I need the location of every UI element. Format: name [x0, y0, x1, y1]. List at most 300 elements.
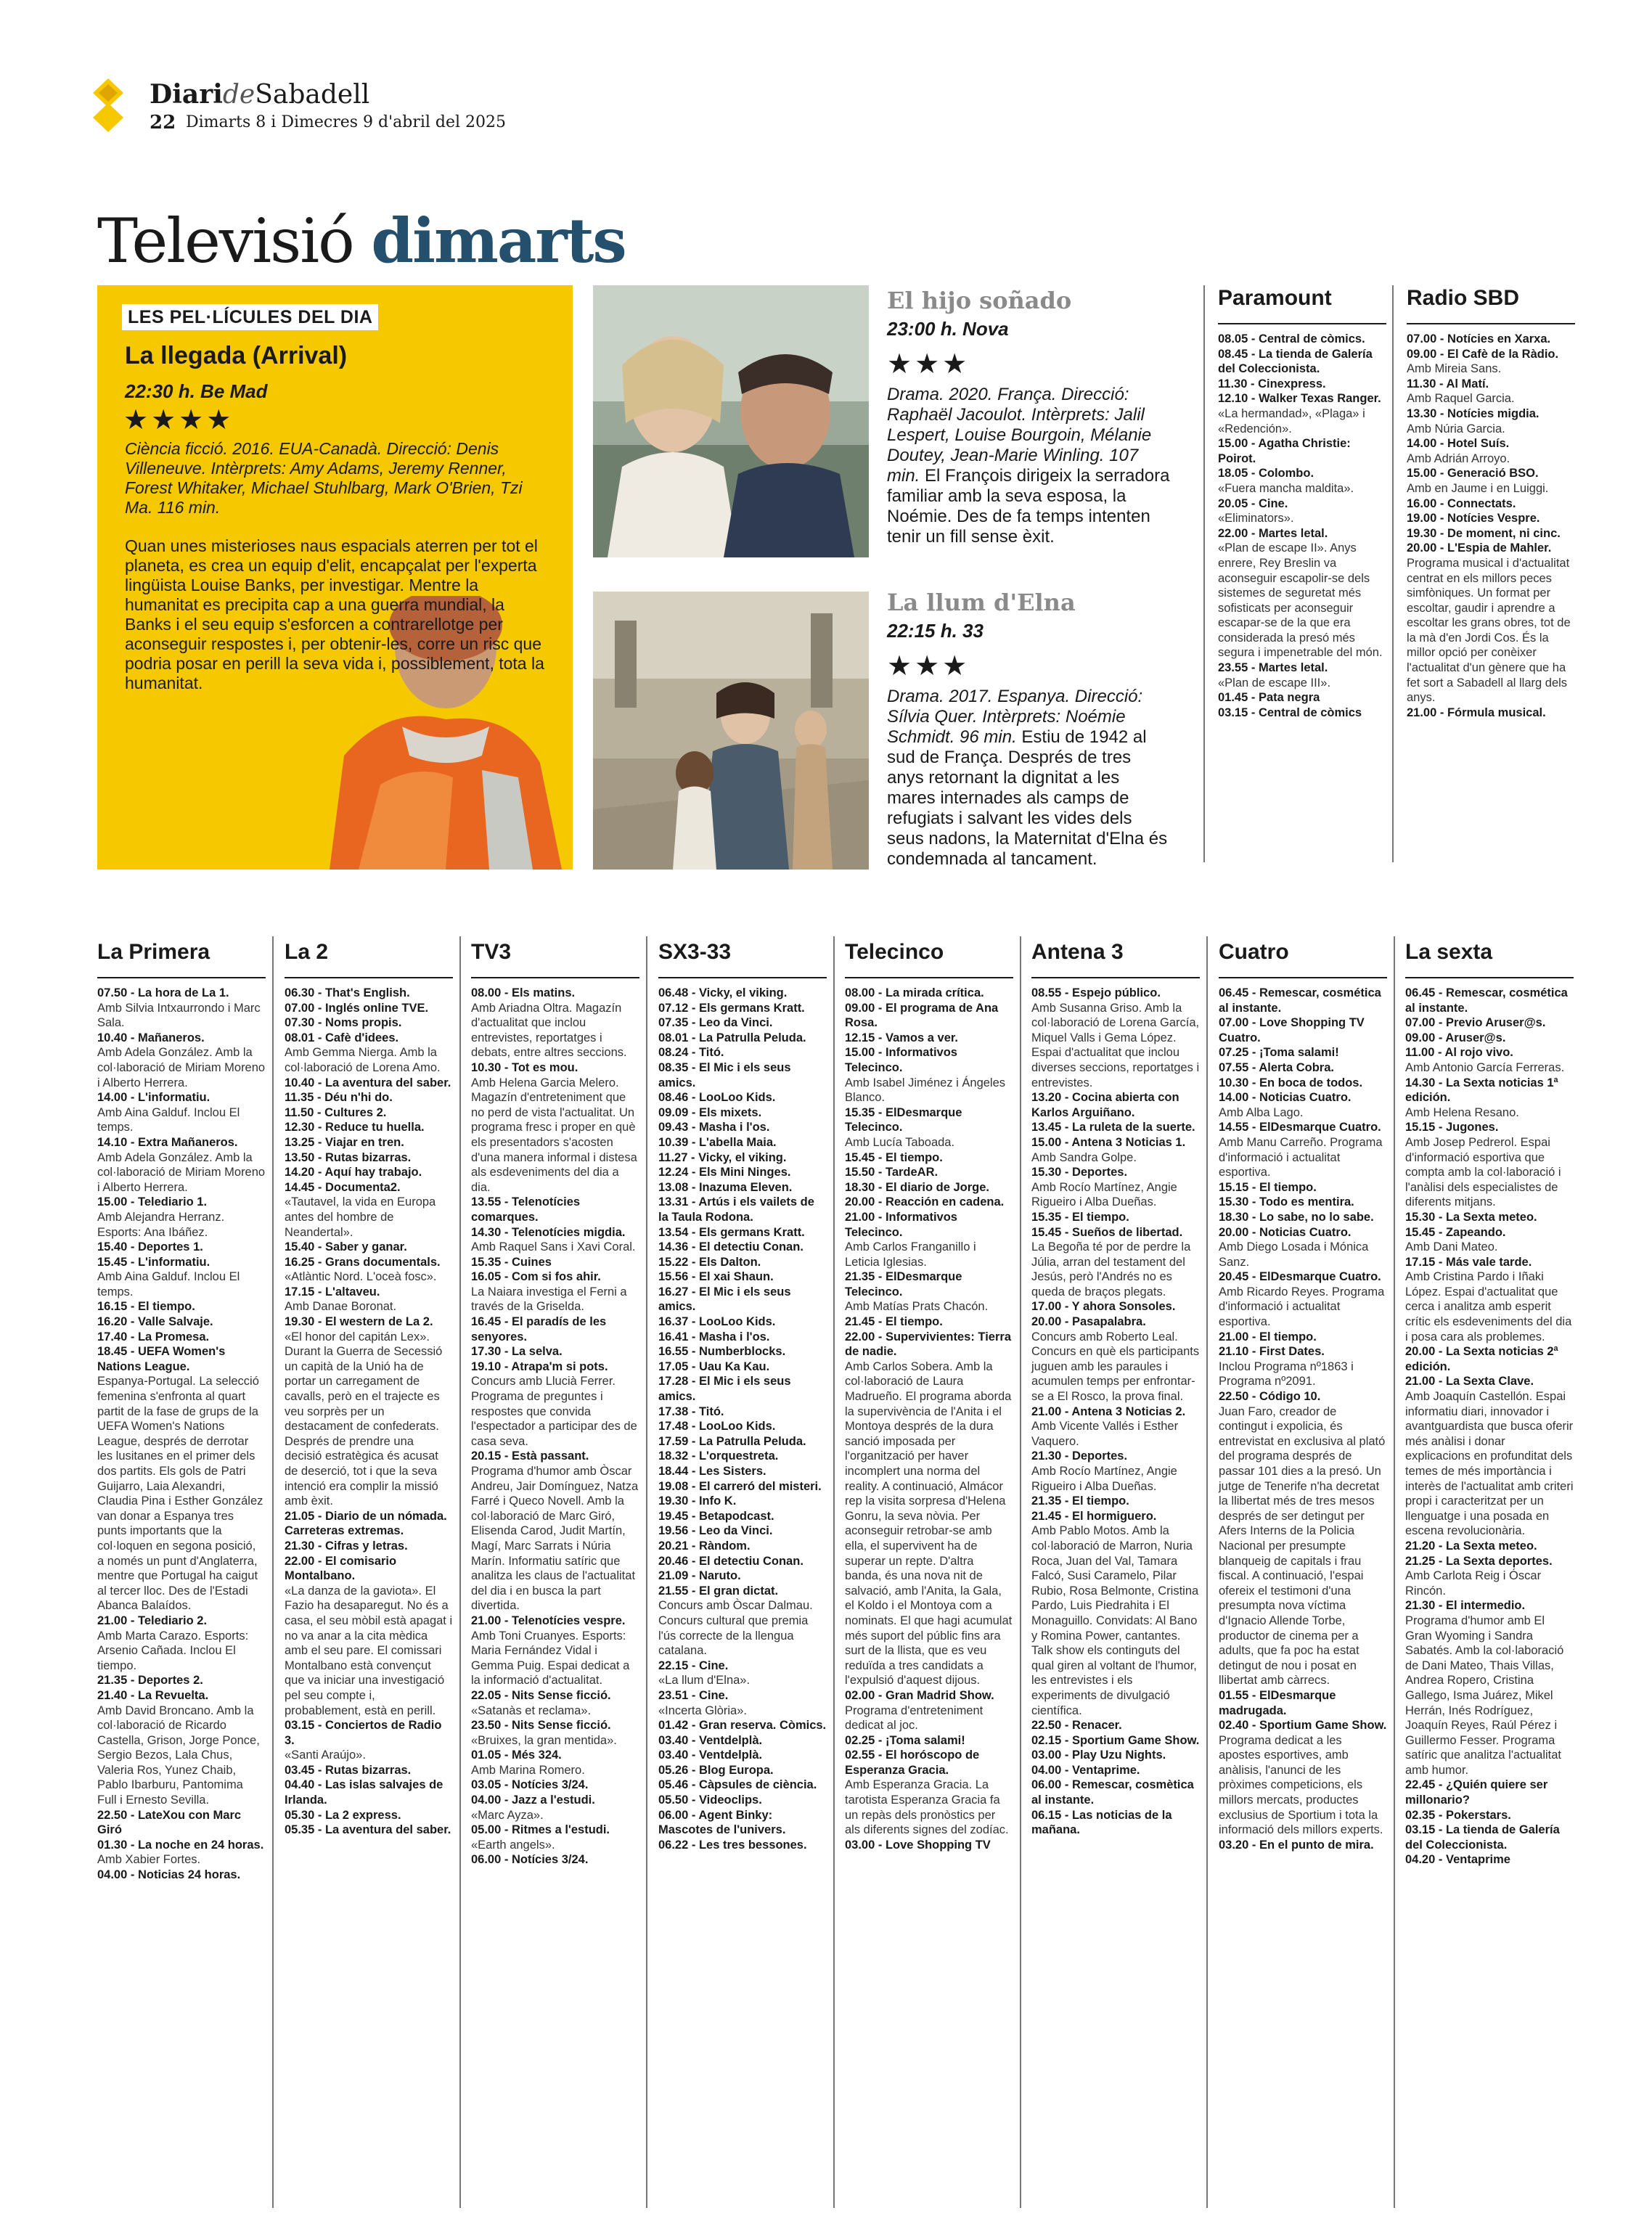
schedule-item: 22.15 - Cine. «La llum d'Elna».	[658, 1659, 827, 1688]
schedule-time: 15.50	[845, 1166, 875, 1179]
schedule-time: 17.40	[97, 1330, 128, 1343]
section-badge: LES PEL·LÍCULES DEL DIA	[122, 304, 378, 330]
film-title: La llegada (Arrival)	[125, 342, 348, 369]
schedule-item: 21.55 - El gran dictat. Concurs amb Òscar Dalmau. Concurs cultural que premia l'ús correcte de la llengua catalana.	[658, 1584, 827, 1659]
schedule-item: 03.00 - Love Shopping TV	[845, 1838, 991, 1852]
schedule-item: 18.30 - Lo sabe, no lo sabe.	[1219, 1210, 1374, 1224]
program-description: Amb Antonio García Ferreras.	[1405, 1060, 1565, 1074]
program-description: Amb Silvia Intxaurrondo i Marc Sala.	[97, 1001, 261, 1030]
schedule-time: 15.45	[1031, 1225, 1062, 1239]
column-divider	[1203, 285, 1205, 862]
schedule-time: 14.00	[1219, 1091, 1249, 1105]
program-title: El tiempo.	[1259, 1330, 1317, 1343]
schedule-item: 13.20 - Cocina abierta con Karlos Arguiñano.	[1031, 1091, 1179, 1119]
schedule-item: 05.46 - Càpsules de ciència.	[658, 1778, 817, 1792]
program-description: Espanya-Portugal. La selecció femenina s'enfronta al quart partit de la fase de grups de la UEFA Women's Nations League, després de derrotar les lusitanes en el primer dels dos partits. Els gols de Patri Guijarro, Laia Alexandri, Claudia Pina i Esther González van donar a Espanya tres punts importants que la col·loquen en segona posició, a només un punt d'Anglaterra, mentre que Portugal ha caigut al tercer lloc. Des de l'Estadi Abanca Balaídos.	[97, 1375, 263, 1613]
schedule-item: 19.30 - Info K.	[658, 1494, 737, 1508]
program-title: La Patrulla Peluda.	[698, 1031, 806, 1044]
schedule-list	[1407, 332, 1575, 720]
program-description: Amb Adela González. Amb la col·laboració de Miriam Moreno i Alberto Herrera.	[97, 1150, 266, 1194]
program-title: Al rojo vivo.	[1444, 1046, 1513, 1060]
schedule-time: 15.56	[658, 1270, 689, 1284]
channel-name: Cuatro	[1219, 940, 1289, 964]
program-title: Aruser@s.	[1445, 1031, 1506, 1044]
program-description: Amb Danae Boronat.	[285, 1300, 397, 1314]
schedule-time: 03.45	[285, 1763, 315, 1777]
schedule-list	[1219, 986, 1387, 1852]
program-title: Documenta2.	[324, 1180, 401, 1194]
schedule-time: 11.27	[658, 1150, 688, 1164]
program-title: Deportes 2.	[137, 1674, 203, 1688]
program-title: El Mic i els seus amics.	[658, 1375, 791, 1404]
program-title: El paradís de les senyores.	[471, 1315, 607, 1343]
schedule-time: 03.40	[658, 1749, 689, 1762]
program-description: «Santi Araújo».	[285, 1749, 366, 1762]
program-title: La ruleta de la suerte.	[1071, 1121, 1195, 1134]
program-description: «Marc Ayza».	[471, 1808, 544, 1822]
schedule-time: 21.35	[97, 1674, 128, 1688]
schedule-time: 21.00	[1407, 705, 1437, 719]
film-la-llum-d-elna	[887, 588, 1170, 870]
schedule-item: 15.40 - Deportes 1.	[97, 1240, 203, 1254]
program-title: La Promesa.	[137, 1330, 210, 1343]
program-description: Amb Diego Losada i Mónica Sanz.	[1219, 1240, 1369, 1269]
schedule-item: 02.40 - Sportium Game Show. Programa dedicat a les apostes esportives, amb anàlisis, l'anunci de les pròximes competicions, els millors mercats, productes exclusius de Sportium i tota la informació dels millors experts.	[1219, 1719, 1387, 1837]
schedule-time: 09.00	[1405, 1031, 1436, 1044]
program-description: «La hermandad», «Plaga» i «Redención».	[1218, 406, 1365, 435]
program-description: Programa d'entreteniment dedicat al joc.	[845, 1704, 984, 1733]
schedule-item: 18.32 - L'orquestreta.	[658, 1449, 779, 1463]
schedule-item: 08.35 - El Mic i els seus amics.	[658, 1060, 791, 1089]
schedule-item: 16.45 - El paradís de les senyores.	[471, 1315, 607, 1343]
program-title: Els matins.	[511, 986, 576, 999]
program-title: L'informatiu.	[137, 1255, 210, 1269]
program-title: Noticias Cuatro.	[1259, 1225, 1352, 1239]
program-title: El diario de Jorge.	[885, 1180, 990, 1194]
program-description: «Eliminators».	[1218, 512, 1294, 525]
program-title: Els Mini Ninges.	[698, 1166, 791, 1179]
schedule-item: 16.05 - Com si fos ahir. La Naiara investiga el Ferni a través de la Griselda.	[471, 1269, 639, 1314]
schedule-time: 05.30	[285, 1808, 315, 1822]
schedule-time: 12.15	[845, 1031, 875, 1044]
program-title: Blog Europa.	[698, 1763, 774, 1777]
program-description: Amb Rocío Martínez, Angie Rigueiro i Alba Dueñas.	[1031, 1180, 1177, 1209]
schedule-time: 19.00	[1407, 512, 1437, 525]
program-title: Telenotícies migdia.	[511, 1225, 626, 1239]
program-title: Renacer.	[1071, 1719, 1122, 1733]
schedule-time: 04.00	[97, 1868, 128, 1882]
program-title: La noche en 24 horas.	[137, 1838, 264, 1852]
schedule-time: 06.30	[285, 986, 315, 999]
schedule-item: 01.42 - Gran reserva. Còmics.	[658, 1719, 827, 1733]
program-description: «Tautavel, la vida en Europa antes del hombre de Neandertal».	[285, 1195, 436, 1239]
schedule-item: 06.48 - Vicky, el viking.	[658, 986, 788, 999]
program-title: Ventaprime.	[1071, 1763, 1140, 1777]
schedule-item: 15.00 - Informativos Telecinco. Amb Isabel Jiménez i Ángeles Blanco.	[845, 1045, 1013, 1105]
program-title: Notícies Vespre.	[1447, 512, 1540, 525]
schedule-time: 17.30	[471, 1345, 502, 1359]
schedule-time: 15.22	[658, 1255, 689, 1269]
schedule-item: 21.30 - El intermedio. Programa d'humor amb El Gran Wyoming i Sandra Sabatés. Amb la col·laboració de Dani Mateo, Thais Villas, Andrea Ropero, Cristina Gallego, Isma Juárez, Mikel Herrán, Inés Rodríguez, Joaquín Reyes, Raúl Pérez i Guillermo Fesser. Programa satíric que analitza l'actualitat amb humor.	[1405, 1598, 1574, 1778]
schedule-time: 21.35	[1031, 1494, 1062, 1508]
schedule-time: 15.30	[1405, 1210, 1436, 1224]
program-title: Els germans Kratt.	[698, 1225, 805, 1239]
schedule-time: 03.00	[845, 1838, 875, 1852]
schedule-item: 08.01 - Cafè d'idees. Amb Gemma Nierga. Amb la col·laboració de Lorena Amo.	[285, 1031, 453, 1076]
schedule-time: 21.45	[845, 1315, 875, 1329]
program-title: Love Shopping TV Cuatro.	[1219, 1016, 1365, 1044]
program-title: ¿Quién quiere ser millonario?	[1405, 1778, 1548, 1807]
film-time: 22:15 h. 33	[887, 620, 984, 642]
channel-rule	[285, 977, 453, 978]
program-title: Martes letal.	[1258, 661, 1328, 675]
schedule-time: 19.56	[658, 1524, 689, 1538]
schedule-item: 15.45 - L'informatiu. Amb Aina Galduf. Inclou El temps.	[97, 1255, 266, 1300]
schedule-time: 15.45	[97, 1255, 128, 1269]
program-title: El carreró del misteri.	[698, 1479, 822, 1493]
schedule-item: 14.00 - Hotel Suís. Amb Adrián Arroyo.	[1407, 436, 1575, 466]
program-title: Notícies migdia.	[1447, 406, 1539, 420]
schedule-item: 23.55 - Martes letal. «Plan de escape III».	[1218, 660, 1386, 690]
program-title: Telediario 2.	[137, 1614, 208, 1627]
schedule-time: 22.45	[1405, 1778, 1436, 1792]
schedule-item: 16.37 - LooLoo Kids.	[658, 1315, 776, 1329]
schedule-item: 15.40 - Saber y ganar.	[285, 1240, 407, 1254]
program-description: Concurs amb Roberto Leal. Concurs en què els participants juguen amb les paraules i acumulen temps per enfrontar-se a El Rosco, la prova final.	[1031, 1330, 1200, 1404]
schedule-item: 21.05 - Diario de un nómada. Carreteras extremas.	[285, 1509, 447, 1538]
schedule-item: 21.10 - First Dates. Inclou Programa nº1863 i Programa nº2091.	[1219, 1344, 1387, 1389]
program-description: Amb Adela González. Amb la col·laboració de Miriam Moreno i Alberto Herrera.	[97, 1046, 266, 1089]
schedule-time: 15.35	[1031, 1210, 1062, 1224]
program-title: Central de còmics.	[1258, 332, 1365, 345]
schedule-list	[285, 986, 453, 1838]
schedule-item: 09.09 - Els mixets.	[658, 1105, 762, 1119]
program-title: Noms propis.	[324, 1016, 402, 1030]
schedule-item: 14.30 - Telenotícies migdia. Amb Raquel Sans i Xavi Coral.	[471, 1225, 639, 1255]
column-divider	[646, 936, 647, 2208]
channel-rule	[845, 977, 1013, 978]
schedule-time: 02.40	[1219, 1719, 1249, 1733]
schedule-time: 07.50	[97, 986, 128, 999]
schedule-time: 17.28	[658, 1375, 689, 1388]
schedule-item: 07.00 - Love Shopping TV Cuatro.	[1219, 1016, 1365, 1044]
program-title: Código 10.	[1259, 1390, 1321, 1404]
schedule-item: 15.00 - Telediario 1. Amb Alejandra Herranz. Esports: Ana Ibáñez.	[97, 1195, 266, 1240]
program-description: «Atlàntic Nord. L'oceà fosc».	[285, 1270, 437, 1284]
program-description: Amb Carlos Franganillo i Leticia Iglesias.	[845, 1240, 976, 1269]
program-title: La tienda de Galería del Coleccionista.	[1405, 1823, 1560, 1852]
program-title: Telenotícies vespre.	[511, 1614, 626, 1627]
program-title: Telenotícies comarques.	[471, 1195, 581, 1224]
schedule-time: 23.55	[1218, 661, 1248, 675]
program-title: L'informatiu.	[137, 1091, 210, 1105]
program-title: El tiempo.	[885, 1150, 943, 1164]
schedule-item: 01.45 - Pata negra	[1218, 691, 1320, 705]
program-title: Telediario 1.	[137, 1195, 208, 1209]
schedule-item: 06.00 - Notícies 3/24.	[471, 1853, 589, 1867]
program-title: Els germans Kratt.	[698, 1001, 805, 1015]
program-title: Les tres bessones.	[698, 1838, 807, 1852]
schedule-time: 14.20	[285, 1166, 315, 1179]
schedule-item: 07.00 - Inglés online TVE.	[285, 1001, 429, 1015]
program-description: Amb Xabier Fortes.	[97, 1853, 201, 1867]
schedule-list	[1031, 986, 1200, 1838]
program-title: Y ahora Sonsoles.	[1071, 1300, 1176, 1314]
schedule-time: 21.40	[97, 1688, 128, 1702]
program-title: L'Espia de Mahler.	[1447, 541, 1552, 555]
schedule-item: 23.51 - Cine. «Incerta Glòria».	[658, 1688, 827, 1718]
schedule-item: 17.15 - L'altaveu. Amb Danae Boronat.	[285, 1285, 453, 1314]
program-title: El tiempo.	[885, 1315, 943, 1329]
program-title: Valle Salvaje.	[137, 1315, 213, 1329]
schedule-item: 09.00 - Aruser@s.	[1405, 1031, 1506, 1044]
program-title: Connectats.	[1447, 496, 1516, 510]
program-title: Vicky, el viking.	[698, 1150, 787, 1164]
program-description: Programa d'humor amb Òscar Andreu, Jair Domínguez, Natza Farré i Queco Novell. Amb la col·laboració de Marc Giró, Elisenda Carod, Judit Martín, Magí, Marc Sarrats i Núria Marín. Informatiu satíric que analitza les claus de l'actualitat del dia i en busca la part divertida.	[471, 1465, 639, 1613]
schedule-time: 13.31	[658, 1195, 689, 1209]
schedule-time: 15.15	[1219, 1180, 1249, 1194]
program-title: ElDesmarque Telecinco.	[845, 1105, 962, 1134]
program-description: «El honor del capitán Lex». Durant la Guerra de Secessió un capità de la Unió ha de portar un carregament de cavalls, però en el trajecte es veu sorprès per un destacament de confederats. Després de prendre una decisió estratègica és acusat de deserció, tot i que la seva intenció era complir la missió amb èxit.	[285, 1330, 443, 1508]
schedule-time: 15.45	[845, 1150, 875, 1164]
schedule-time: 03.00	[1031, 1749, 1062, 1762]
program-title: Els Dalton.	[698, 1255, 761, 1269]
program-title: Jazz a l'estudi.	[511, 1794, 595, 1807]
program-title: Martes letal.	[1258, 526, 1328, 540]
schedule-item: 07.00 - Notícies en Xarxa.	[1407, 332, 1551, 345]
schedule-item: 09.00 - El programa de Ana Rosa.	[845, 1001, 999, 1030]
schedule-item: 15.45 - Sueños de libertad. La Begoña té por de perdre la Júlia, arran del testament del Jesús, però l'Andrés no es queda de braços plegats.	[1031, 1225, 1200, 1300]
schedule-time: 05.00	[471, 1823, 502, 1837]
schedule-time: 08.01	[285, 1031, 315, 1044]
schedule-time: 06.00	[1031, 1778, 1062, 1792]
program-title: Notícies 3/24.	[511, 1853, 589, 1867]
schedule-item: 12.24 - Els Mini Ninges.	[658, 1166, 791, 1179]
schedule-time: 13.20	[1031, 1091, 1062, 1105]
program-title: That's English.	[324, 986, 410, 999]
schedule-time: 08.01	[658, 1031, 689, 1044]
schedule-time: 18.45	[97, 1345, 128, 1359]
schedule-item: 20.05 - Cine. «Eliminators».	[1218, 496, 1386, 526]
la-llum-d-elna-still-image	[593, 592, 869, 870]
program-title: Titó.	[698, 1404, 724, 1418]
schedule-time: 03.40	[658, 1733, 689, 1747]
program-description: Amb en Jaume i en Luiggi.	[1407, 481, 1549, 495]
program-description: Inclou Programa nº1863 i Programa nº2091.	[1219, 1359, 1354, 1388]
schedule-time: 21.00	[1031, 1404, 1062, 1418]
program-description: Amb Pablo Motos. Amb la col·laboració de Marron, Nuria Roca, Juan del Val, Tamara Falcó, Susi Caramelo, Pilar Rubio, Rosa Belmonte, Cristina Pardo, Luis Piedrahita i El Monaguillo. Convidats: Al Bano y Romina Power, cantantes. Talk show els continguts del qual giren al voltant de l'humor, les entrevistes i els experiments de divulgació científica.	[1031, 1524, 1199, 1717]
schedule-time: 04.40	[285, 1778, 315, 1792]
schedule-time: 21.30	[285, 1539, 315, 1553]
schedule-time: 06.15	[1031, 1808, 1062, 1822]
program-title: La Sexta noticias 1ª edición.	[1405, 1076, 1558, 1105]
schedule-item: 15.15 - El tiempo.	[1219, 1180, 1317, 1194]
schedule-time: 06.00	[471, 1853, 502, 1867]
schedule-time: 19.10	[471, 1359, 502, 1373]
schedule-time: 04.00	[471, 1794, 502, 1807]
schedule-item: 15.30 - Todo es mentira.	[1219, 1195, 1354, 1209]
schedule-time: 20.46	[658, 1554, 689, 1568]
channel-rule	[1407, 323, 1575, 324]
schedule-time: 12.24	[658, 1166, 689, 1179]
schedule-item: 05.26 - Blog Europa.	[658, 1763, 774, 1777]
channel-name: Telecinco	[845, 940, 944, 964]
schedule-time: 22.50	[1219, 1390, 1249, 1404]
schedule-time: 14.55	[1219, 1121, 1249, 1134]
schedule-item: 14.55 - ElDesmarque Cuatro. Amb Manu Carreño. Programa d'informació i actualitat esportiva.	[1219, 1120, 1387, 1179]
schedule-item: 07.55 - Alerta Cobra.	[1219, 1060, 1334, 1074]
schedule-item: 03.00 - Play Uzu Nights.	[1031, 1749, 1166, 1762]
schedule-item: 20.00 - Noticias Cuatro. Amb Diego Losada i Mónica Sanz.	[1219, 1225, 1387, 1270]
schedule-item: 11.35 - Déu n'hi do.	[285, 1091, 393, 1105]
program-title: La mirada crítica.	[885, 986, 984, 999]
schedule-item: 11.30 - Cinexpress.	[1218, 377, 1326, 390]
film-synopsis: Quan unes misterioses naus espacials aterren per tot el planeta, es crea un equip d'elit, encapçalat per l'experta lingüista Louise Banks, per investigar. Mentre la humanitat es precipita cap a una guerra mundial, la Banks i el seu equip s'esforcen a contrarellotge per aconseguir respostes i, per obtenir-les, corre un risc que podria posar en perill la seva vida i, possiblement, tota la humanitat.	[125, 536, 544, 692]
schedule-item: 20.45 - ElDesmarque Cuatro. Amb Ricardo Reyes. Programa d'informació i actualitat esportiva.	[1219, 1269, 1387, 1329]
schedule-item: 15.22 - Els Dalton.	[658, 1255, 761, 1269]
program-title: UEFA Women's Nations League.	[97, 1345, 226, 1373]
program-title: Walker Texas Ranger.	[1258, 392, 1381, 406]
schedule-time: 17.15	[1405, 1255, 1436, 1269]
schedule-time: 21.20	[1405, 1539, 1436, 1553]
program-description: «La llum d'Elna».	[658, 1674, 751, 1688]
program-title: Betapodcast.	[698, 1509, 774, 1523]
channel-name: La Primera	[97, 940, 210, 964]
program-title: LooLoo Kids.	[698, 1091, 776, 1105]
program-title: El tiempo.	[1259, 1180, 1317, 1194]
program-title: Càpsules de ciència.	[698, 1778, 817, 1792]
schedule-item: 13.30 - Notícies migdia. Amb Núria Garcia.	[1407, 406, 1575, 436]
schedule-time: 07.12	[658, 1001, 689, 1015]
schedule-item: 08.05 - Central de còmics.	[1218, 332, 1365, 345]
schedule-time: 15.00	[1407, 467, 1437, 480]
schedule-time: 13.45	[1031, 1121, 1062, 1134]
program-description: Amb Esperanza Gracia. La tarotista Esperanza Gracia fa un repàs dels pronòstics per als diferents signes del zodíac.	[845, 1778, 1009, 1837]
program-description: Amb Josep Pedrerol. Espai d'informació esportiva que compta amb la col·laboració i l'anàlisi dels especialistes de diferents mitjans.	[1405, 1135, 1561, 1209]
schedule-item: 20.00 - Reacción en cadena.	[845, 1195, 1005, 1209]
schedule-time: 15.00	[845, 1046, 875, 1060]
channel-name: La 2	[285, 940, 329, 964]
schedule-time: 10.39	[658, 1135, 689, 1149]
schedule-item: 21.00 - Informativos Telecinco. Amb Carlos Franganillo i Leticia Iglesias.	[845, 1210, 1013, 1269]
schedule-item: 15.56 - El xai Shaun.	[658, 1270, 774, 1284]
schedule-item: 18.05 - Colombo. «Fuera mancha maldita».	[1218, 466, 1386, 496]
schedule-item: 19.56 - Leo da Vinci.	[658, 1524, 773, 1538]
schedule-item: 11.50 - Cultures 2.	[285, 1105, 387, 1119]
column-divider	[459, 936, 461, 2208]
schedule-item: 04.00 - Jazz a l'estudi. «Marc Ayza».	[471, 1793, 639, 1823]
schedule-time: 01.55	[1219, 1688, 1249, 1702]
schedule-list	[658, 986, 827, 1852]
schedule-time: 08.35	[658, 1060, 689, 1074]
schedule-time: 15.30	[1219, 1195, 1249, 1209]
schedule-time: 05.46	[658, 1778, 689, 1792]
schedule-item: 21.30 - Cifras y letras.	[285, 1539, 408, 1553]
schedule-item: 22.45 - ¿Quién quiere ser millonario?	[1405, 1778, 1548, 1807]
schedule-item: 06.45 - Remescar, cosmética al instante.	[1405, 986, 1568, 1015]
program-title: Zapeando.	[1445, 1225, 1506, 1239]
program-title: Masha i l'os.	[698, 1121, 770, 1134]
issue-date: Dimarts 8 i Dimecres 9 d'abril del 2025	[186, 113, 507, 131]
schedule-time: 21.30	[1405, 1599, 1436, 1613]
program-title: Sueños de libertad.	[1071, 1225, 1183, 1239]
schedule-item: 06.22 - Les tres bessones.	[658, 1838, 807, 1852]
schedule-time: 06.22	[658, 1838, 689, 1852]
program-title: Els mixets.	[698, 1105, 762, 1119]
schedule-item: 15.00 - Agatha Christie: Poirot.	[1218, 437, 1351, 465]
schedule-item: 10.30 - En boca de todos.	[1219, 1076, 1363, 1089]
program-title: Mañaneros.	[137, 1031, 205, 1044]
schedule-time: 15.45	[1405, 1225, 1436, 1239]
program-title: Nits Sense ficció.	[511, 1688, 611, 1702]
program-title: Més 324.	[511, 1749, 562, 1762]
schedule-time: 07.00	[1219, 1016, 1249, 1030]
schedule-item: 20.00 - La Sexta noticias 2ª edición.	[1405, 1345, 1558, 1373]
schedule-time: 20.21	[658, 1539, 689, 1553]
schedule-item: 03.15 - Central de còmics	[1218, 705, 1362, 719]
channel-column-paramount	[1218, 285, 1386, 720]
schedule-item: 06.30 - That's English.	[285, 986, 410, 999]
schedule-time: 19.45	[658, 1509, 689, 1523]
schedule-item: 22.00 - El comisario Montalbano. «La danza de la gaviota». El Fazio ha desaparegut. No és a casa, el seu mòbil està apagat i no va anar a la cita mèdica amb el seu pare. El comissari Montalbano està convençut que va iniciar una investigació pel seu compte i, probablement, està en perill.	[285, 1554, 453, 1717]
program-title: El intermedio.	[1445, 1599, 1526, 1613]
program-title: La Revuelta.	[137, 1688, 209, 1702]
program-title: Notícies en Xarxa.	[1447, 332, 1551, 345]
masthead	[93, 78, 601, 136]
schedule-item: 06.00 - Agent Binky: Mascotes de l'univers.	[658, 1808, 786, 1837]
schedule-item: 03.40 - Ventdelplà.	[658, 1749, 763, 1762]
schedule-item: 16.00 - Connectats.	[1407, 496, 1516, 510]
schedule-time: 13.50	[285, 1150, 315, 1164]
schedule-item: 01.30 - La noche en 24 horas. Amb Xabier Fortes.	[97, 1838, 266, 1868]
program-title: Central de còmics	[1258, 705, 1362, 719]
program-title: Love Shopping TV	[885, 1838, 991, 1852]
program-title: Remescar, cosmética al instante.	[1405, 986, 1568, 1015]
schedule-time: 22.50	[1031, 1719, 1062, 1733]
program-description: Amb Carlota Reig i Óscar Rincón.	[1405, 1569, 1542, 1598]
schedule-item: 21.20 - La Sexta meteo.	[1405, 1539, 1537, 1553]
schedule-item: 22.05 - Nits Sense ficció. «Satanàs et reclama».	[471, 1688, 639, 1718]
schedule-time: 16.55	[658, 1345, 689, 1359]
program-title: Previo Aruser@s.	[1445, 1016, 1546, 1030]
schedule-item: 16.27 - El Mic i els seus amics.	[658, 1285, 791, 1314]
schedule-time: 15.00	[1218, 437, 1248, 451]
schedule-item: 13.25 - Viajar en tren.	[285, 1135, 404, 1149]
schedule-item: 17.48 - LooLoo Kids.	[658, 1420, 776, 1433]
program-title: Jugones.	[1445, 1121, 1499, 1134]
schedule-time: 07.00	[1405, 1016, 1436, 1030]
program-title: El tiempo.	[1071, 1210, 1129, 1224]
schedule-item: 16.41 - Masha i l'os.	[658, 1330, 770, 1343]
schedule-time: 01.30	[97, 1838, 128, 1852]
program-title: Inazuma Eleven.	[698, 1180, 793, 1194]
program-title: Uau Ka Kau.	[698, 1359, 770, 1373]
program-title: Cine.	[698, 1688, 729, 1702]
schedule-item: 07.30 - Noms propis.	[285, 1016, 402, 1030]
program-title: La selva.	[511, 1345, 563, 1359]
schedule-item: 14.30 - La Sexta noticias 1ª edición. Amb Helena Resano.	[1405, 1076, 1574, 1121]
schedule-time: 17.15	[285, 1285, 315, 1298]
schedule-time: 22.50	[97, 1808, 128, 1822]
channel-column-la-sexta	[1405, 939, 1574, 1868]
schedule-item: 21.00 - Telediario 2. Amb Marta Carazo. Esports: Arsenio Cañada. Inclou El tiempo.	[97, 1614, 266, 1673]
schedule-item: 04.40 - Las islas salvajes de Irlanda.	[285, 1778, 443, 1807]
program-title: L'orquestreta.	[698, 1449, 779, 1463]
program-title: Ràndom.	[698, 1539, 751, 1553]
schedule-item: 14.20 - Aquí hay trabajo.	[285, 1166, 422, 1179]
program-title: Lo sabe, no lo sabe.	[1259, 1210, 1374, 1224]
channel-column-tv3	[471, 939, 639, 1868]
